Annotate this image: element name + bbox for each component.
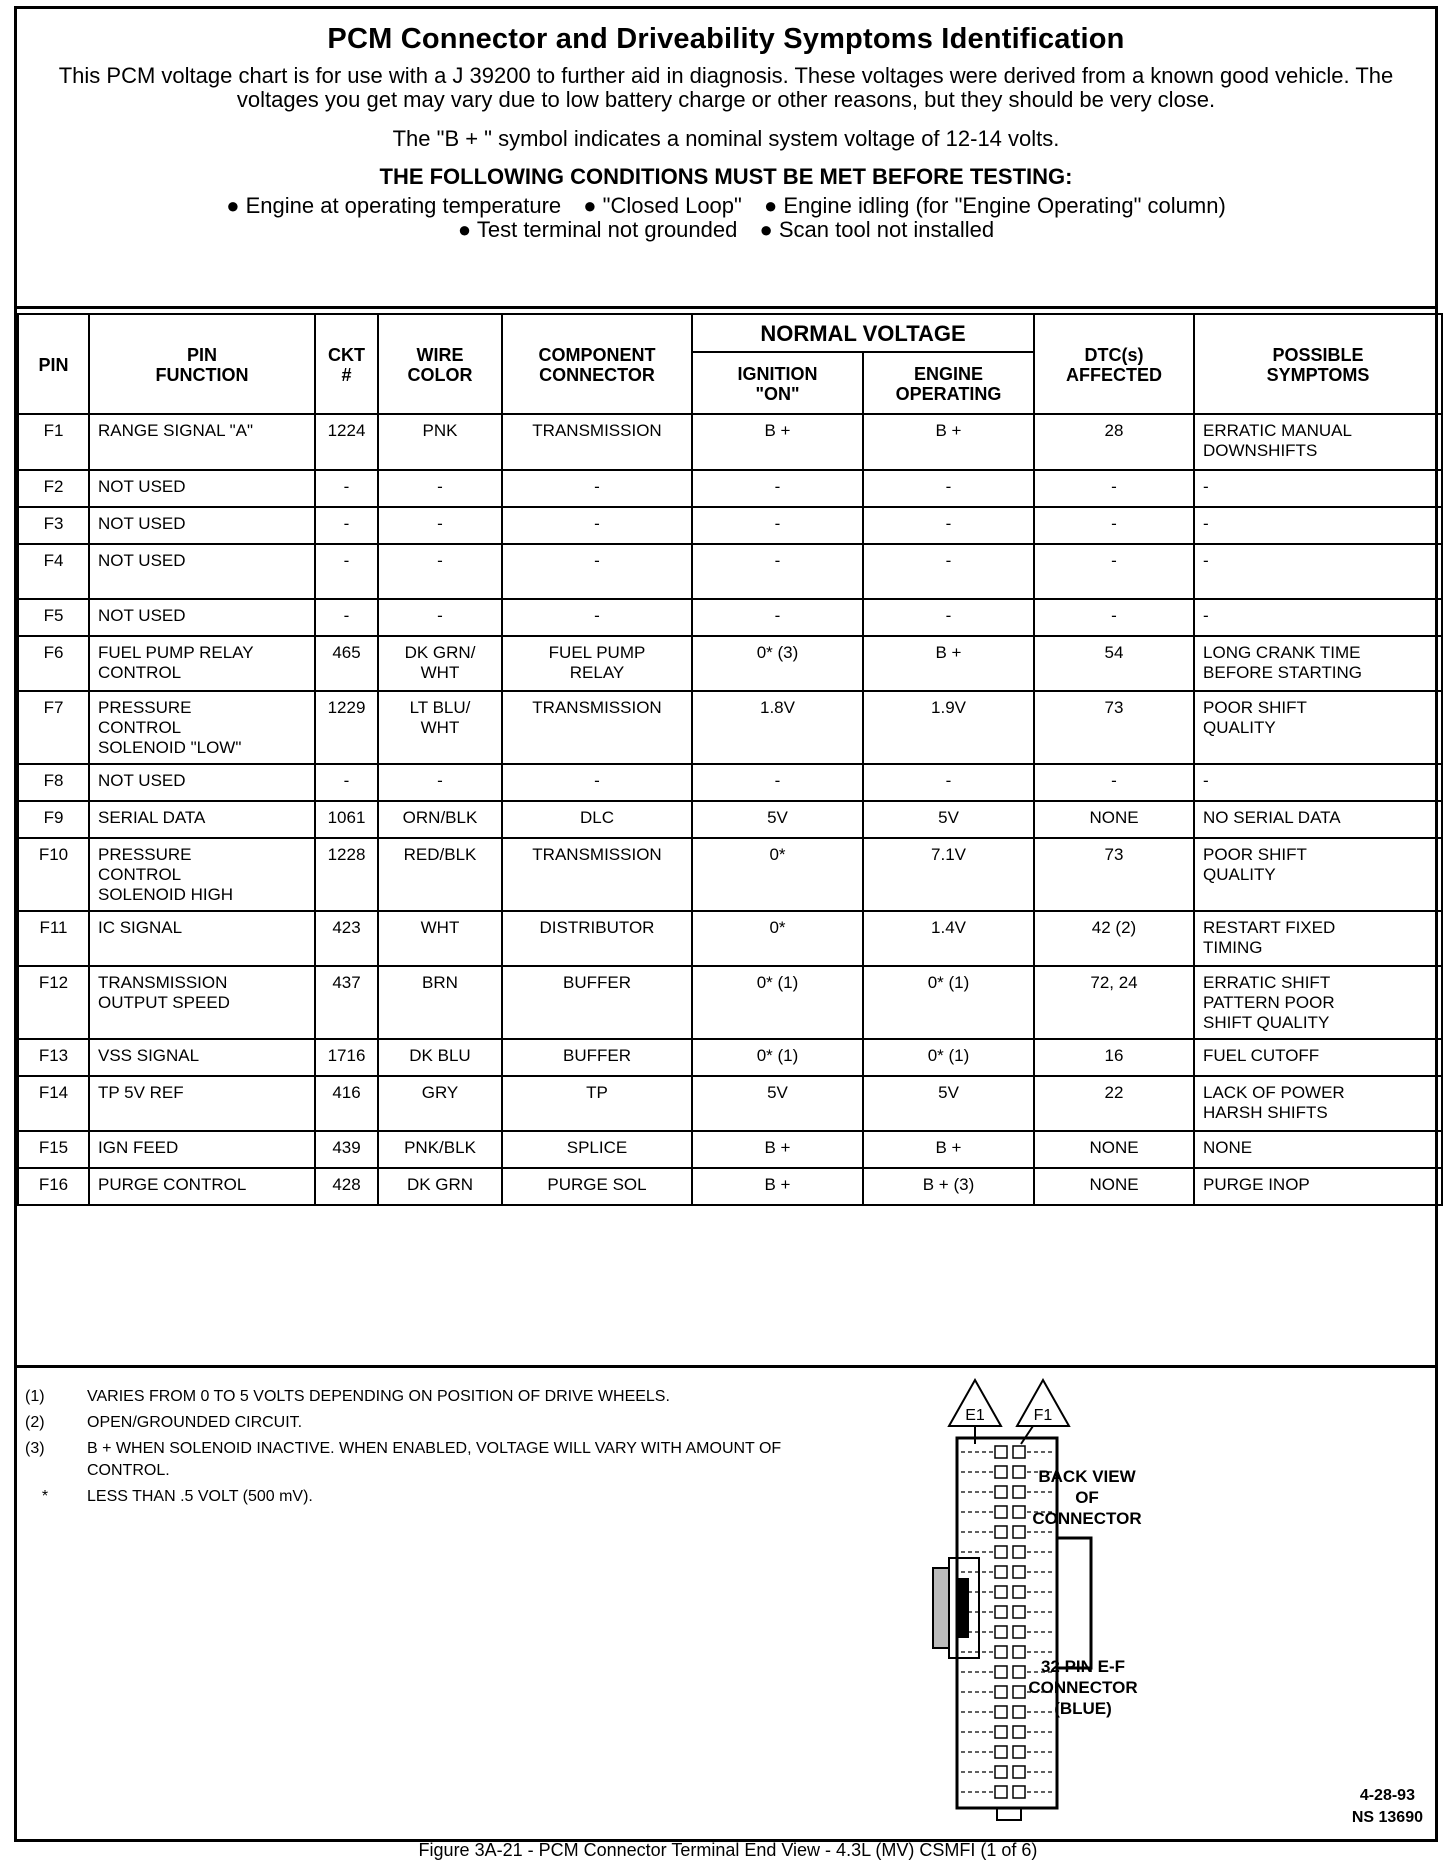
cell-ckt: - <box>315 507 378 544</box>
cell-pin: F12 <box>18 966 89 1039</box>
table-row <box>18 1076 1442 1131</box>
connector-pin <box>1013 1786 1025 1798</box>
cell-dtc: 54 <box>1034 636 1194 691</box>
footnote <box>25 1486 847 1508</box>
cell-ign: 0* <box>692 911 863 966</box>
cell-ign: 0* (1) <box>692 1039 863 1076</box>
cell-ckt: - <box>315 599 378 636</box>
cell-function: PURGE CONTROL <box>89 1168 315 1205</box>
connector-pin <box>1013 1586 1025 1598</box>
cell-eng: B + <box>863 414 1034 470</box>
footnote-text: OPEN/GROUNDED CIRCUIT. <box>87 1414 303 1431</box>
cell-function: NOT USED <box>89 507 315 544</box>
cell-wire: ORN/BLK <box>378 801 502 838</box>
connector-pin <box>995 1526 1007 1538</box>
document-ref: NS 13690 <box>1351 1809 1423 1826</box>
header-dtc: DTC(s) AFFECTED <box>1034 314 1194 414</box>
cell-wire: DK BLU <box>378 1039 502 1076</box>
pin-voltage-table <box>17 313 1443 1206</box>
table-row <box>18 507 1442 544</box>
table-row <box>18 801 1442 838</box>
cell-eng: - <box>863 507 1034 544</box>
cell-component: PURGE SOL <box>502 1168 692 1205</box>
header-component-connector: COMPONENT CONNECTOR <box>502 314 692 414</box>
connector-pin <box>995 1606 1007 1618</box>
cell-pin: F6 <box>18 636 89 691</box>
cell-ign: 0* <box>692 838 863 911</box>
cell-symptom: PURGE INOP <box>1194 1168 1442 1205</box>
cell-eng: 0* (1) <box>863 966 1034 1039</box>
cell-ign: 0* (3) <box>692 636 863 691</box>
table-row <box>18 764 1442 801</box>
cell-component: - <box>502 764 692 801</box>
connector-pin <box>995 1626 1007 1638</box>
cell-component: TP <box>502 1076 692 1131</box>
cell-eng: - <box>863 470 1034 507</box>
connector-pin <box>995 1666 1007 1678</box>
cell-ign: - <box>692 764 863 801</box>
header-symptoms: POSSIBLE SYMPTOMS <box>1194 314 1442 414</box>
cell-ign: - <box>692 544 863 599</box>
header-wire-color: WIRE COLOR <box>378 314 502 414</box>
cell-symptom: NO SERIAL DATA <box>1194 801 1442 838</box>
cell-ign: B + <box>692 414 863 470</box>
cell-dtc: NONE <box>1034 1131 1194 1168</box>
cell-function: FUEL PUMP RELAY CONTROL <box>89 636 315 691</box>
cell-function: NOT USED <box>89 470 315 507</box>
cell-component: BUFFER <box>502 1039 692 1076</box>
table-row <box>18 691 1442 764</box>
connector-pin <box>995 1706 1007 1718</box>
condition-item: ● Scan tool not installed <box>759 217 995 242</box>
cell-function: NOT USED <box>89 544 315 599</box>
connector-pin <box>995 1586 1007 1598</box>
cell-component: DLC <box>502 801 692 838</box>
cell-eng: B + (3) <box>863 1168 1034 1205</box>
connector-diagram <box>917 1378 1117 1828</box>
footnote <box>25 1438 817 1482</box>
cell-ckt: 1716 <box>315 1039 378 1076</box>
connector-pin <box>995 1466 1007 1478</box>
condition-item: ● Engine idling (for "Engine Operating" column) <box>763 193 1226 218</box>
cell-function: TRANSMISSION OUTPUT SPEED <box>89 966 315 1039</box>
cell-eng: B + <box>863 636 1034 691</box>
table-row <box>18 470 1442 507</box>
cell-symptom: LACK OF POWER HARSH SHIFTS <box>1194 1076 1442 1131</box>
cell-wire: RED/BLK <box>378 838 502 911</box>
cell-ckt: 1061 <box>315 801 378 838</box>
table-row <box>18 414 1442 470</box>
connector-pin <box>995 1686 1007 1698</box>
cell-symptom: - <box>1194 764 1442 801</box>
cell-dtc: 73 <box>1034 691 1194 764</box>
cell-function: RANGE SIGNAL "A" <box>89 414 315 470</box>
table-row <box>18 911 1442 966</box>
conditions-title: THE FOLLOWING CONDITIONS MUST BE MET BEFORE TESTING: <box>379 164 1073 189</box>
table-row <box>18 966 1442 1039</box>
cell-pin: F15 <box>18 1131 89 1168</box>
cell-symptom: - <box>1194 544 1442 599</box>
cell-function: NOT USED <box>89 764 315 801</box>
cell-eng: - <box>863 764 1034 801</box>
cell-component: - <box>502 599 692 636</box>
connector-pin <box>995 1486 1007 1498</box>
connector-latch <box>1057 1538 1091 1668</box>
connector-pin <box>995 1566 1007 1578</box>
cell-pin: F11 <box>18 911 89 966</box>
footnote-mark: (1) <box>25 1388 45 1405</box>
cell-dtc: 72, 24 <box>1034 966 1194 1039</box>
cell-symptom: POOR SHIFT QUALITY <box>1194 691 1442 764</box>
cell-pin: F1 <box>18 414 89 470</box>
connector-pin <box>995 1766 1007 1778</box>
connector-pin <box>995 1506 1007 1518</box>
footnote-mark: * <box>41 1488 49 1505</box>
cell-function: PRESSURE CONTROL SOLENOID "LOW" <box>89 691 315 764</box>
header-engine-operating: ENGINE OPERATING <box>863 352 1034 414</box>
cell-component: TRANSMISSION <box>502 838 692 911</box>
cell-symptom: ERRATIC SHIFT PATTERN POOR SHIFT QUALITY <box>1194 966 1442 1039</box>
cell-function: IC SIGNAL <box>89 911 315 966</box>
table-row <box>18 544 1442 599</box>
cell-symptom: ERRATIC MANUAL DOWNSHIFTS <box>1194 414 1442 470</box>
cell-ckt: 1224 <box>315 414 378 470</box>
cell-symptom: RESTART FIXED TIMING <box>1194 911 1442 966</box>
cell-function: PRESSURE CONTROL SOLENOID HIGH <box>89 838 315 911</box>
cell-pin: F7 <box>18 691 89 764</box>
header-normal-voltage: NORMAL VOLTAGE <box>692 314 1034 352</box>
cell-ckt: 439 <box>315 1131 378 1168</box>
connector-pin <box>1013 1626 1025 1638</box>
footnote-text: B + WHEN SOLENOID INACTIVE. WHEN ENABLED, VOLTAGE WILL VARY WITH AMOUNT OF CONTROL. <box>87 1440 782 1479</box>
cell-ign: 5V <box>692 1076 863 1131</box>
cell-wire: PNK <box>378 414 502 470</box>
cell-ckt: 1229 <box>315 691 378 764</box>
cell-pin: F5 <box>18 599 89 636</box>
document-date-ref <box>1352 1785 1423 1829</box>
cell-eng: B + <box>863 1131 1034 1168</box>
cell-ckt: - <box>315 764 378 801</box>
table-row <box>18 838 1442 911</box>
cell-wire: PNK/BLK <box>378 1131 502 1168</box>
cell-component: FUEL PUMP RELAY <box>502 636 692 691</box>
table-row <box>18 1168 1442 1205</box>
cell-component: SPLICE <box>502 1131 692 1168</box>
connector-pin <box>995 1726 1007 1738</box>
cell-eng: 0* (1) <box>863 1039 1034 1076</box>
cell-ign: - <box>692 470 863 507</box>
cell-function: NOT USED <box>89 599 315 636</box>
footnote-text: LESS THAN .5 VOLT (500 mV). <box>87 1488 313 1505</box>
cell-pin: F3 <box>18 507 89 544</box>
cell-dtc: - <box>1034 544 1194 599</box>
connector-pin <box>1013 1606 1025 1618</box>
cell-function: VSS SIGNAL <box>89 1039 315 1076</box>
cell-symptom: - <box>1194 599 1442 636</box>
conditions-list <box>47 194 1405 242</box>
header-ckt: CKT # <box>315 314 378 414</box>
page-title: PCM Connector and Driveability Symptoms Identification <box>327 23 1125 55</box>
cell-ign: 1.8V <box>692 691 863 764</box>
cell-ckt: 416 <box>315 1076 378 1131</box>
cell-wire: - <box>378 470 502 507</box>
cell-ign: 0* (1) <box>692 966 863 1039</box>
bplus-note: The "B + " symbol indicates a nominal system voltage of 12-14 volts. <box>392 126 1060 151</box>
cell-dtc: 42 (2) <box>1034 911 1194 966</box>
table-row <box>18 636 1442 691</box>
cell-pin: F9 <box>18 801 89 838</box>
cell-dtc: 22 <box>1034 1076 1194 1131</box>
cell-wire: - <box>378 764 502 801</box>
f1-label: F1 <box>1033 1407 1053 1424</box>
cell-ckt: 465 <box>315 636 378 691</box>
cell-wire: - <box>378 544 502 599</box>
cell-ckt: 1228 <box>315 838 378 911</box>
cell-component: - <box>502 544 692 599</box>
connector-pin <box>995 1546 1007 1558</box>
cell-pin: F13 <box>18 1039 89 1076</box>
e1-label: E1 <box>965 1407 985 1424</box>
connector-pin <box>995 1746 1007 1758</box>
cell-dtc: - <box>1034 599 1194 636</box>
cell-eng: - <box>863 599 1034 636</box>
connector-pin <box>1013 1446 1025 1458</box>
cell-component: - <box>502 507 692 544</box>
footnote-mark: (2) <box>25 1414 45 1431</box>
cell-symptom: - <box>1194 470 1442 507</box>
cell-dtc: NONE <box>1034 801 1194 838</box>
header-pin-function: PIN FUNCTION <box>89 314 315 414</box>
cell-function: TP 5V REF <box>89 1076 315 1131</box>
cell-dtc: - <box>1034 507 1194 544</box>
cell-ign: - <box>692 507 863 544</box>
cell-ckt: 423 <box>315 911 378 966</box>
cell-function: IGN FEED <box>89 1131 315 1168</box>
back-view-label: BACK VIEW OF CONNECTOR <box>1032 1467 1142 1528</box>
cell-ckt: - <box>315 544 378 599</box>
footnote-text: VARIES FROM 0 TO 5 VOLTS DEPENDING ON POSITION OF DRIVE WHEELS. <box>87 1388 670 1405</box>
cell-pin: F14 <box>18 1076 89 1131</box>
cell-pin: F4 <box>18 544 89 599</box>
connector-pin <box>1013 1766 1025 1778</box>
cell-dtc: - <box>1034 764 1194 801</box>
cell-dtc: 28 <box>1034 414 1194 470</box>
table-row <box>18 599 1442 636</box>
connector-pin <box>995 1646 1007 1658</box>
condition-item: ● Test terminal not grounded <box>457 217 738 242</box>
cell-eng: 1.9V <box>863 691 1034 764</box>
cell-wire: LT BLU/ WHT <box>378 691 502 764</box>
footnote-mark: (3) <box>25 1440 45 1457</box>
cell-symptom: NONE <box>1194 1131 1442 1168</box>
connector-pin <box>1013 1566 1025 1578</box>
cell-dtc: 16 <box>1034 1039 1194 1076</box>
cell-ckt: 437 <box>315 966 378 1039</box>
cell-function: SERIAL DATA <box>89 801 315 838</box>
cell-pin: F10 <box>18 838 89 911</box>
connector-lock <box>933 1568 949 1648</box>
table-row <box>18 1131 1442 1168</box>
condition-item: ● Engine at operating temperature <box>226 193 562 218</box>
cell-dtc: 73 <box>1034 838 1194 911</box>
document-date: 4-28-93 <box>1359 1787 1415 1804</box>
cell-pin: F16 <box>18 1168 89 1205</box>
cell-component: DISTRIBUTOR <box>502 911 692 966</box>
cell-symptom: POOR SHIFT QUALITY <box>1194 838 1442 911</box>
header-ignition-on: IGNITION "ON" <box>692 352 863 414</box>
footnote <box>25 1412 847 1434</box>
cell-eng: 5V <box>863 801 1034 838</box>
connector-pin <box>995 1786 1007 1798</box>
cell-eng: - <box>863 544 1034 599</box>
cell-wire: - <box>378 507 502 544</box>
cell-wire: DK GRN <box>378 1168 502 1205</box>
connector-pin <box>995 1446 1007 1458</box>
connector-pin <box>1013 1546 1025 1558</box>
cell-ign: - <box>692 599 863 636</box>
cell-component: TRANSMISSION <box>502 691 692 764</box>
connector-pin <box>1013 1746 1025 1758</box>
cell-symptom: - <box>1194 507 1442 544</box>
cell-ign: 5V <box>692 801 863 838</box>
cell-wire: DK GRN/ WHT <box>378 636 502 691</box>
footer-section <box>17 1365 1435 1839</box>
cell-wire: GRY <box>378 1076 502 1131</box>
cell-component: - <box>502 470 692 507</box>
cell-component: TRANSMISSION <box>502 414 692 470</box>
condition-item: ● "Closed Loop" <box>583 193 742 218</box>
cell-eng: 5V <box>863 1076 1034 1131</box>
header-section <box>17 9 1435 309</box>
cell-wire: BRN <box>378 966 502 1039</box>
cell-dtc: - <box>1034 470 1194 507</box>
cell-ign: B + <box>692 1131 863 1168</box>
cell-symptom: LONG CRANK TIME BEFORE STARTING <box>1194 636 1442 691</box>
figure-caption: Figure 3A-21 - PCM Connector Terminal End View - 4.3L (MV) CSMFI (1 of 6) <box>418 1840 1038 1860</box>
cell-component: BUFFER <box>502 966 692 1039</box>
table-row <box>18 1039 1442 1076</box>
cell-ckt: - <box>315 470 378 507</box>
cell-ckt: 428 <box>315 1168 378 1205</box>
connector-pin <box>1013 1726 1025 1738</box>
cell-pin: F8 <box>18 764 89 801</box>
intro-text: This PCM voltage chart is for use with a J 39200 to further aid in diagnosis. These voltages were derived from a known good vehicle. The voltages you get may vary due to low battery charge or other reasons, but they should be very close. <box>58 63 1394 112</box>
footnote <box>25 1386 847 1408</box>
cell-eng: 1.4V <box>863 911 1034 966</box>
cell-symptom: FUEL CUTOFF <box>1194 1039 1442 1076</box>
cell-ign: B + <box>692 1168 863 1205</box>
document-page <box>14 6 1438 1842</box>
cell-wire: WHT <box>378 911 502 966</box>
cell-dtc: NONE <box>1034 1168 1194 1205</box>
cell-pin: F2 <box>18 470 89 507</box>
cell-eng: 7.1V <box>863 838 1034 911</box>
cell-wire: - <box>378 599 502 636</box>
header-pin: PIN <box>18 314 89 414</box>
connector-description: 32 PIN E-F CONNECTOR (BLUE) <box>1028 1657 1138 1718</box>
